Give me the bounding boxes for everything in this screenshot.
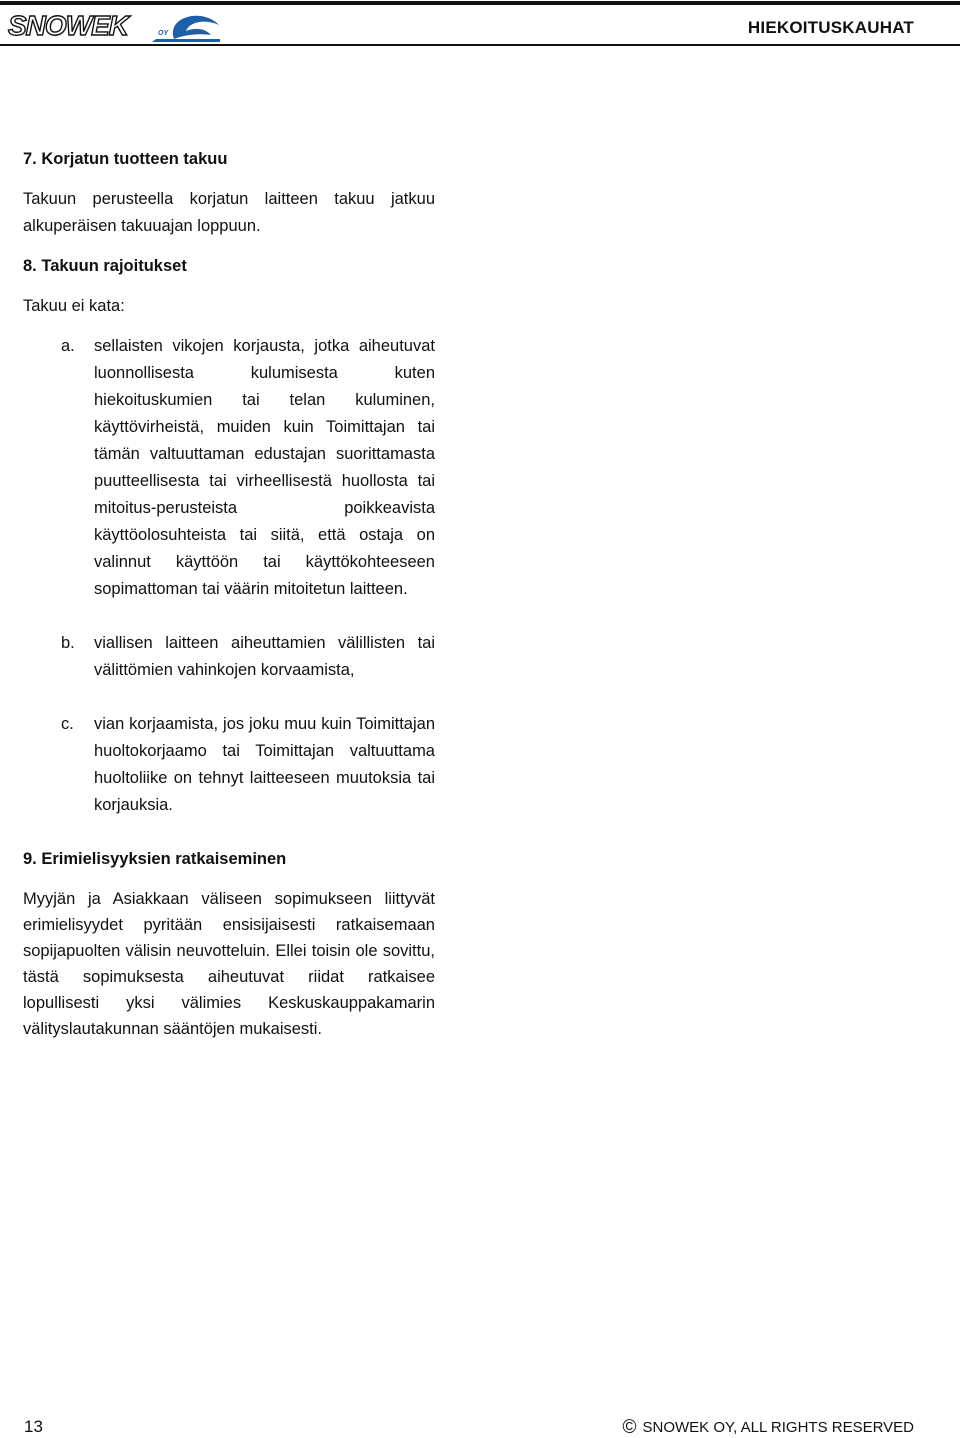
logo-wordmark: SNOWEK: [8, 10, 128, 41]
list-item: [23, 333, 435, 603]
section-9-heading: 9. Erimielisyyksien ratkaiseminen: [23, 850, 287, 868]
section-8-heading: 8. Takuun rajoitukset: [23, 257, 187, 275]
section-9-text: Myyjän ja Asiakkaan väliseen sopimukseen liittyvät erimielisyydet pyritään ensisijaisesti ratkaisemaan sopijapuolten välisin neuvotteluin. Ellei toisin ole sovittu, tästä sopimuksesta aiheutuvat riidat ratkaisee lopullisesti yksi välimies Keskuskauppakamarin välityslautakunnan sääntöjen mukaisesti.: [23, 890, 435, 1038]
document-body: [23, 146, 435, 1042]
copyright-icon: ©: [622, 1417, 637, 1438]
section-7-heading: 7. Korjatun tuotteen takuu: [23, 150, 228, 168]
copyright-notice: [623, 1418, 914, 1437]
list-item-text: viallisen laitteen aiheuttamien välillisten tai välittömien vahinkojen korvaamista,: [94, 634, 435, 679]
page-number: 13: [24, 1417, 43, 1436]
document-title: HIEKOITUSKAUHAT: [747, 18, 914, 37]
section-7-text: Takuun perusteella korjatun laitteen takuu jatkuu alkuperäisen takuuajan loppuun.: [23, 190, 435, 235]
copyright-text: SNOWEK OY, ALL RIGHTS RESERVED: [642, 1419, 914, 1436]
list-item: [23, 711, 435, 819]
header-top-rule: [0, 1, 960, 5]
header-bottom-rule: [0, 44, 960, 46]
list-item-text: vian korjaamista, jos joku muu kuin Toimittajan huoltokorjaamo tai Toimittajan valtuuttama huoltoliike on tehnyt laitteeseen muutoksia tai korjauksia.: [94, 715, 435, 814]
list-marker: c.: [61, 715, 74, 733]
list-item-text: sellaisten vikojen korjausta, jotka aiheutuvat luonnollisesta kulumisesta kuten hiekoituskumien tai telan kuluminen, käyttövirheistä, muiden kuin Toimittajan tai tämän valtuuttaman edustajan suorittamasta puutteellisesta tai virheellisestä huollosta tai mitoitus-perusteista poikkeavista käyttöolosuhteista tai siitä, että ostaja on valinnut käyttöön tai käyttökohteeseen sopimattoman tai väärin mitoitetun laitteen.: [94, 337, 435, 598]
limitations-list: [23, 333, 435, 819]
snowek-logo: [6, 9, 220, 43]
logo-suffix: OY: [158, 30, 169, 37]
list-item: [23, 630, 435, 684]
page-header: [0, 0, 960, 48]
list-marker: a.: [61, 337, 75, 355]
list-marker: b.: [61, 634, 75, 652]
section-8-intro: Takuu ei kata:: [23, 297, 125, 315]
